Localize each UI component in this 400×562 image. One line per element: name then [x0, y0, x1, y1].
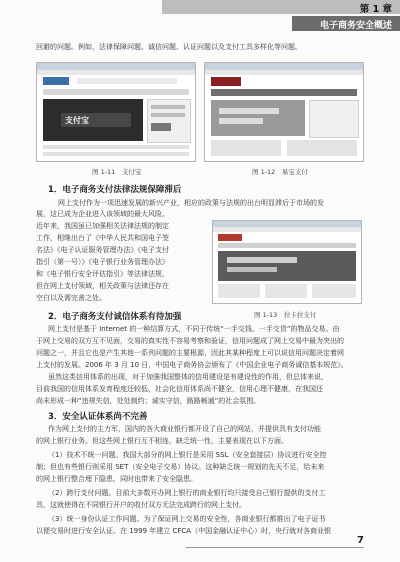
- section-3-line: 的网上银行整合埋下隐患，同时也带来了安全隐患。: [36, 475, 197, 483]
- section-3-line: 的网上银行业务。但这些网上银行互不相连，缺乏统一性，主要表现在以下方面。: [36, 437, 288, 445]
- section-3-line: 以便交易时进行安全认证。在 1999 年建立 CFCA（中国金融认证中心）时，央行就对各商业银: [36, 527, 332, 535]
- page-number: 7: [357, 535, 364, 546]
- figure-caption-1-13: 图 1-13 拉卡拉支付: [254, 311, 317, 319]
- alipay-banner-text: 支付宝: [65, 116, 89, 125]
- section-3-line: （1）技术不统一问题。我国大部分的网上银行是采用 SSL（安全套接层）协议进行安全控: [48, 451, 327, 459]
- section-2-heading: 2．电子商务支付诚信体系有待加强: [48, 312, 182, 322]
- section-1-line: 网上支付作为一项迅速发展的新兴产业，相应的政策与法规的出台明显滞后于市场的发: [58, 199, 324, 207]
- lakala-screenshot: [212, 220, 362, 304]
- section-3-line: （2）跨行支付问题。目前大多数开办网上银行的商业银行均只接受自己银行提供的支付工: [48, 489, 326, 497]
- section-2-line: 网上支付是基于 Internet 的一种结算方式，不同于传统“一手交钱、一手交货”的物品交易。由: [48, 325, 340, 333]
- section-1-line: 工作，相继出台了《中华人民共和国电子签: [36, 234, 169, 242]
- section-2-line: 上支付的发展。2006 年 3 月 10 日，中国电子商务协会颁布了《中国企业电子商务诚信基本规范》。: [36, 361, 348, 369]
- section-3-line: 具，这就使得在不同银行开户的收付双方无法完成跨行的网上支付。: [36, 501, 246, 509]
- figure-caption-1-11: 图 1-11 支付宝: [92, 168, 142, 176]
- section-3-line: 制；但也有些银行则采用 SET（安全电子交易）协议。这种缺乏统一规划的先天不足，给未来: [36, 463, 325, 471]
- section-1-line: 名法》《电子认证服务管理办法》《电子支付: [36, 246, 169, 254]
- section-3-line: 作为网上支付的主力军，国内的各大商业银行都开设了自己的网站，并提供具有支付功能: [48, 425, 321, 433]
- chapter-number: 第 1 章: [359, 4, 392, 15]
- section-2-line: 问题之一，并且它也是产生其他一系列问题的主要根源，因此其某种程度上可以说信用问题决定着网: [36, 349, 344, 357]
- chapter-title: 电子商务安全概述: [319, 21, 392, 31]
- section-1-heading: 1．电子商务支付法律法规保障滞后: [48, 185, 182, 195]
- section-2-line: 虽然这类信用体系的出现，对于加强我国整体的信用建设是有建设性的作用，但总体来说，: [48, 373, 328, 381]
- alipay-screenshot: [36, 62, 196, 162]
- section-3-heading: 3．安全认证体系尚不完善: [48, 412, 148, 422]
- figure-caption-1-12: 图 1-12 易宝支付: [252, 168, 308, 176]
- section-1-line: 和《电子银行安全评估指引》等法律法规，: [36, 270, 169, 278]
- section-2-line: 于网上交易的双方互不见面，交易的真实性不容易考察和验证，信用问题成了网上交易中最为突出的: [36, 337, 344, 345]
- footer-rule: [186, 547, 364, 548]
- section-1-line: 展，这已成为企业进入该领域的最大风险。: [36, 210, 169, 218]
- section-1-line: 近年来，我国虽已加强相关法律法规的制定: [36, 222, 169, 230]
- section-1-line: 但在网上支付领域，相关政策与法律还存在: [36, 282, 169, 290]
- section-1-line: 指引（第一号）》《电子银行业务管理办法》: [36, 258, 169, 266]
- section-2-line: 目前我国的信用体系发育程度还较低，社会化信用体系尚不健全，信用心理不健康，在我国还: [36, 385, 323, 393]
- section-2-line: 尚未形成一种“违规失信，处处制约；诚实守信，路路畅通”的社会氛围。: [36, 397, 261, 405]
- running-header: [162, 0, 400, 32]
- yeepay-screenshot: [204, 62, 364, 162]
- intro-line: 回避的问题。例如，法律保障问题、诚信问题、认证问题以及支付工具多样化等问题。: [36, 43, 302, 51]
- section-1-line: 空白以及需完善之处。: [36, 294, 106, 302]
- section-3-line: （3）统一身份认证工作问题。为了保证网上交易的安全性，各商业银行都推出了电子证书: [48, 515, 326, 523]
